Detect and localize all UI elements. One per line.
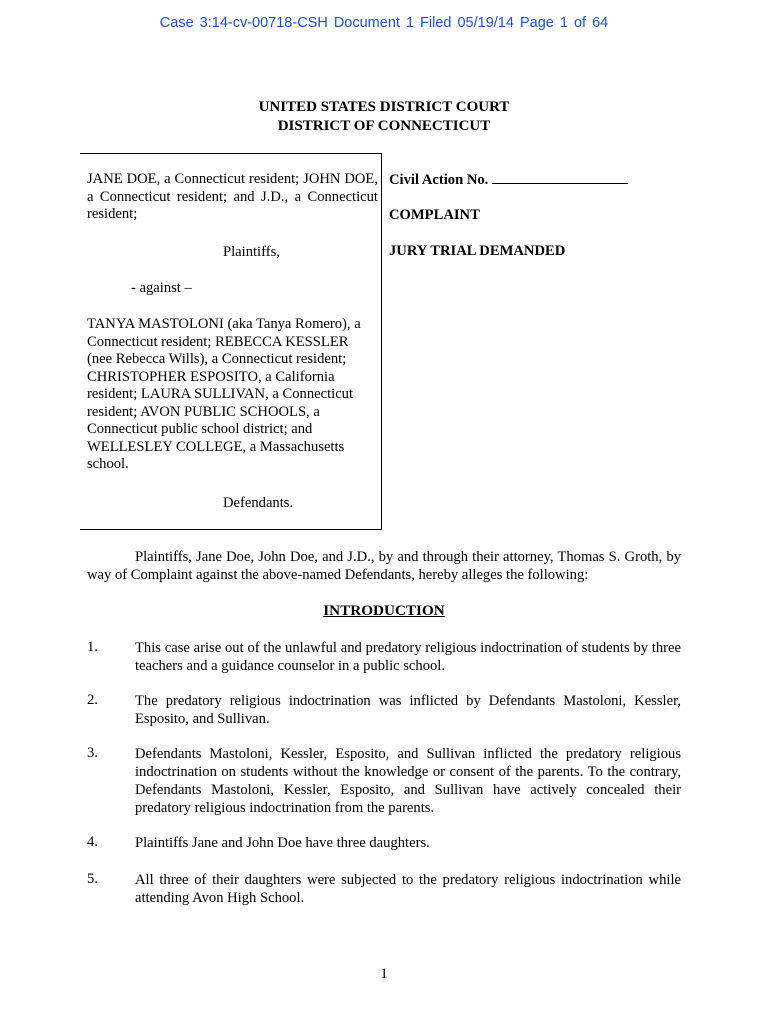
paragraph-number: 2. — [87, 692, 98, 708]
civil-action-label: Civil Action No. — [389, 172, 489, 188]
plaintiffs-parties: JANE DOE, a Connecticut resident; JOHN DOE, a Connecticut resident; and J.D., a Connecticut resident; — [87, 171, 378, 222]
caption-top-rule — [80, 153, 382, 154]
plaintiffs-label: Plaintiffs, — [223, 244, 280, 260]
paragraph-text: Defendants Mastoloni, Kessler, Esposito, and Sullivan inflicted the predatory religious indoctrination on students without the knowledge or consent of the parents. To the contrary, Defendants Mastoloni, Kessler, Esposito, and Sullivan have actively concealed their predatory religious indoctrination from the parents. — [135, 746, 681, 816]
complaint-title: COMPLAINT — [389, 207, 480, 223]
paragraph-number: 4. — [87, 834, 98, 850]
paragraph-text: The predatory religious indoctrination was inflicted by Defendants Mastoloni, Kessler, Esposito, and Sullivan. — [135, 693, 681, 727]
defendants-label: Defendants. — [223, 495, 294, 511]
court-heading — [0, 98, 768, 136]
paragraph-number: 1. — [87, 639, 98, 655]
court-name: UNITED STATES DISTRICT COURT — [258, 99, 510, 115]
court-filing-stamp: Case 3:14-cv-00718-CSH Document 1 Filed 05/19/14 Page 1 of 64 — [159, 15, 609, 31]
civil-action-blank — [492, 171, 628, 184]
opening-paragraph: Plaintiffs, Jane Doe, John Doe, and J.D., by and through their attorney, Thomas S. Groth, by way of Complaint against the above-named Defendants, hereby alleges the following: — [87, 549, 681, 583]
section-heading-introduction: INTRODUCTION — [323, 602, 445, 619]
paragraph-text: This case arise out of the unlawful and predatory religious indoctrination of students by three teachers and a guidance counselor in a public school. — [135, 640, 681, 674]
jury-trial-demand: JURY TRIAL DEMANDED — [389, 243, 566, 259]
caption-vertical-rule — [381, 153, 382, 530]
court-district: DISTRICT OF CONNECTICUT — [277, 118, 491, 134]
against-label: - against – — [131, 280, 192, 296]
paragraph-number: 3. — [87, 745, 98, 761]
paragraph-text: All three of their daughters were subjected to the predatory religious indoctrination while attending Avon High School. — [135, 872, 681, 906]
caption-bottom-rule — [80, 529, 382, 530]
civil-action-number — [389, 171, 628, 189]
paragraph-text: Plaintiffs Jane and John Doe have three daughters. — [135, 835, 430, 851]
page-number: 1 — [380, 966, 388, 982]
paragraph-number: 5. — [87, 871, 98, 887]
defendants-parties: TANYA MASTOLONI (aka Tanya Romero), a Connecticut resident; REBECCA KESSLER (nee Rebecca Wills), a Connecticut resident; CHRISTOPHER ESPOSITO, a California resident; LAURA SULLIVAN, a Connecticut resident; AVON PUBLIC SCHOOLS, a Connecticut public school district; and WELLESLEY COLLEGE, a Massachusetts school. — [87, 316, 361, 472]
